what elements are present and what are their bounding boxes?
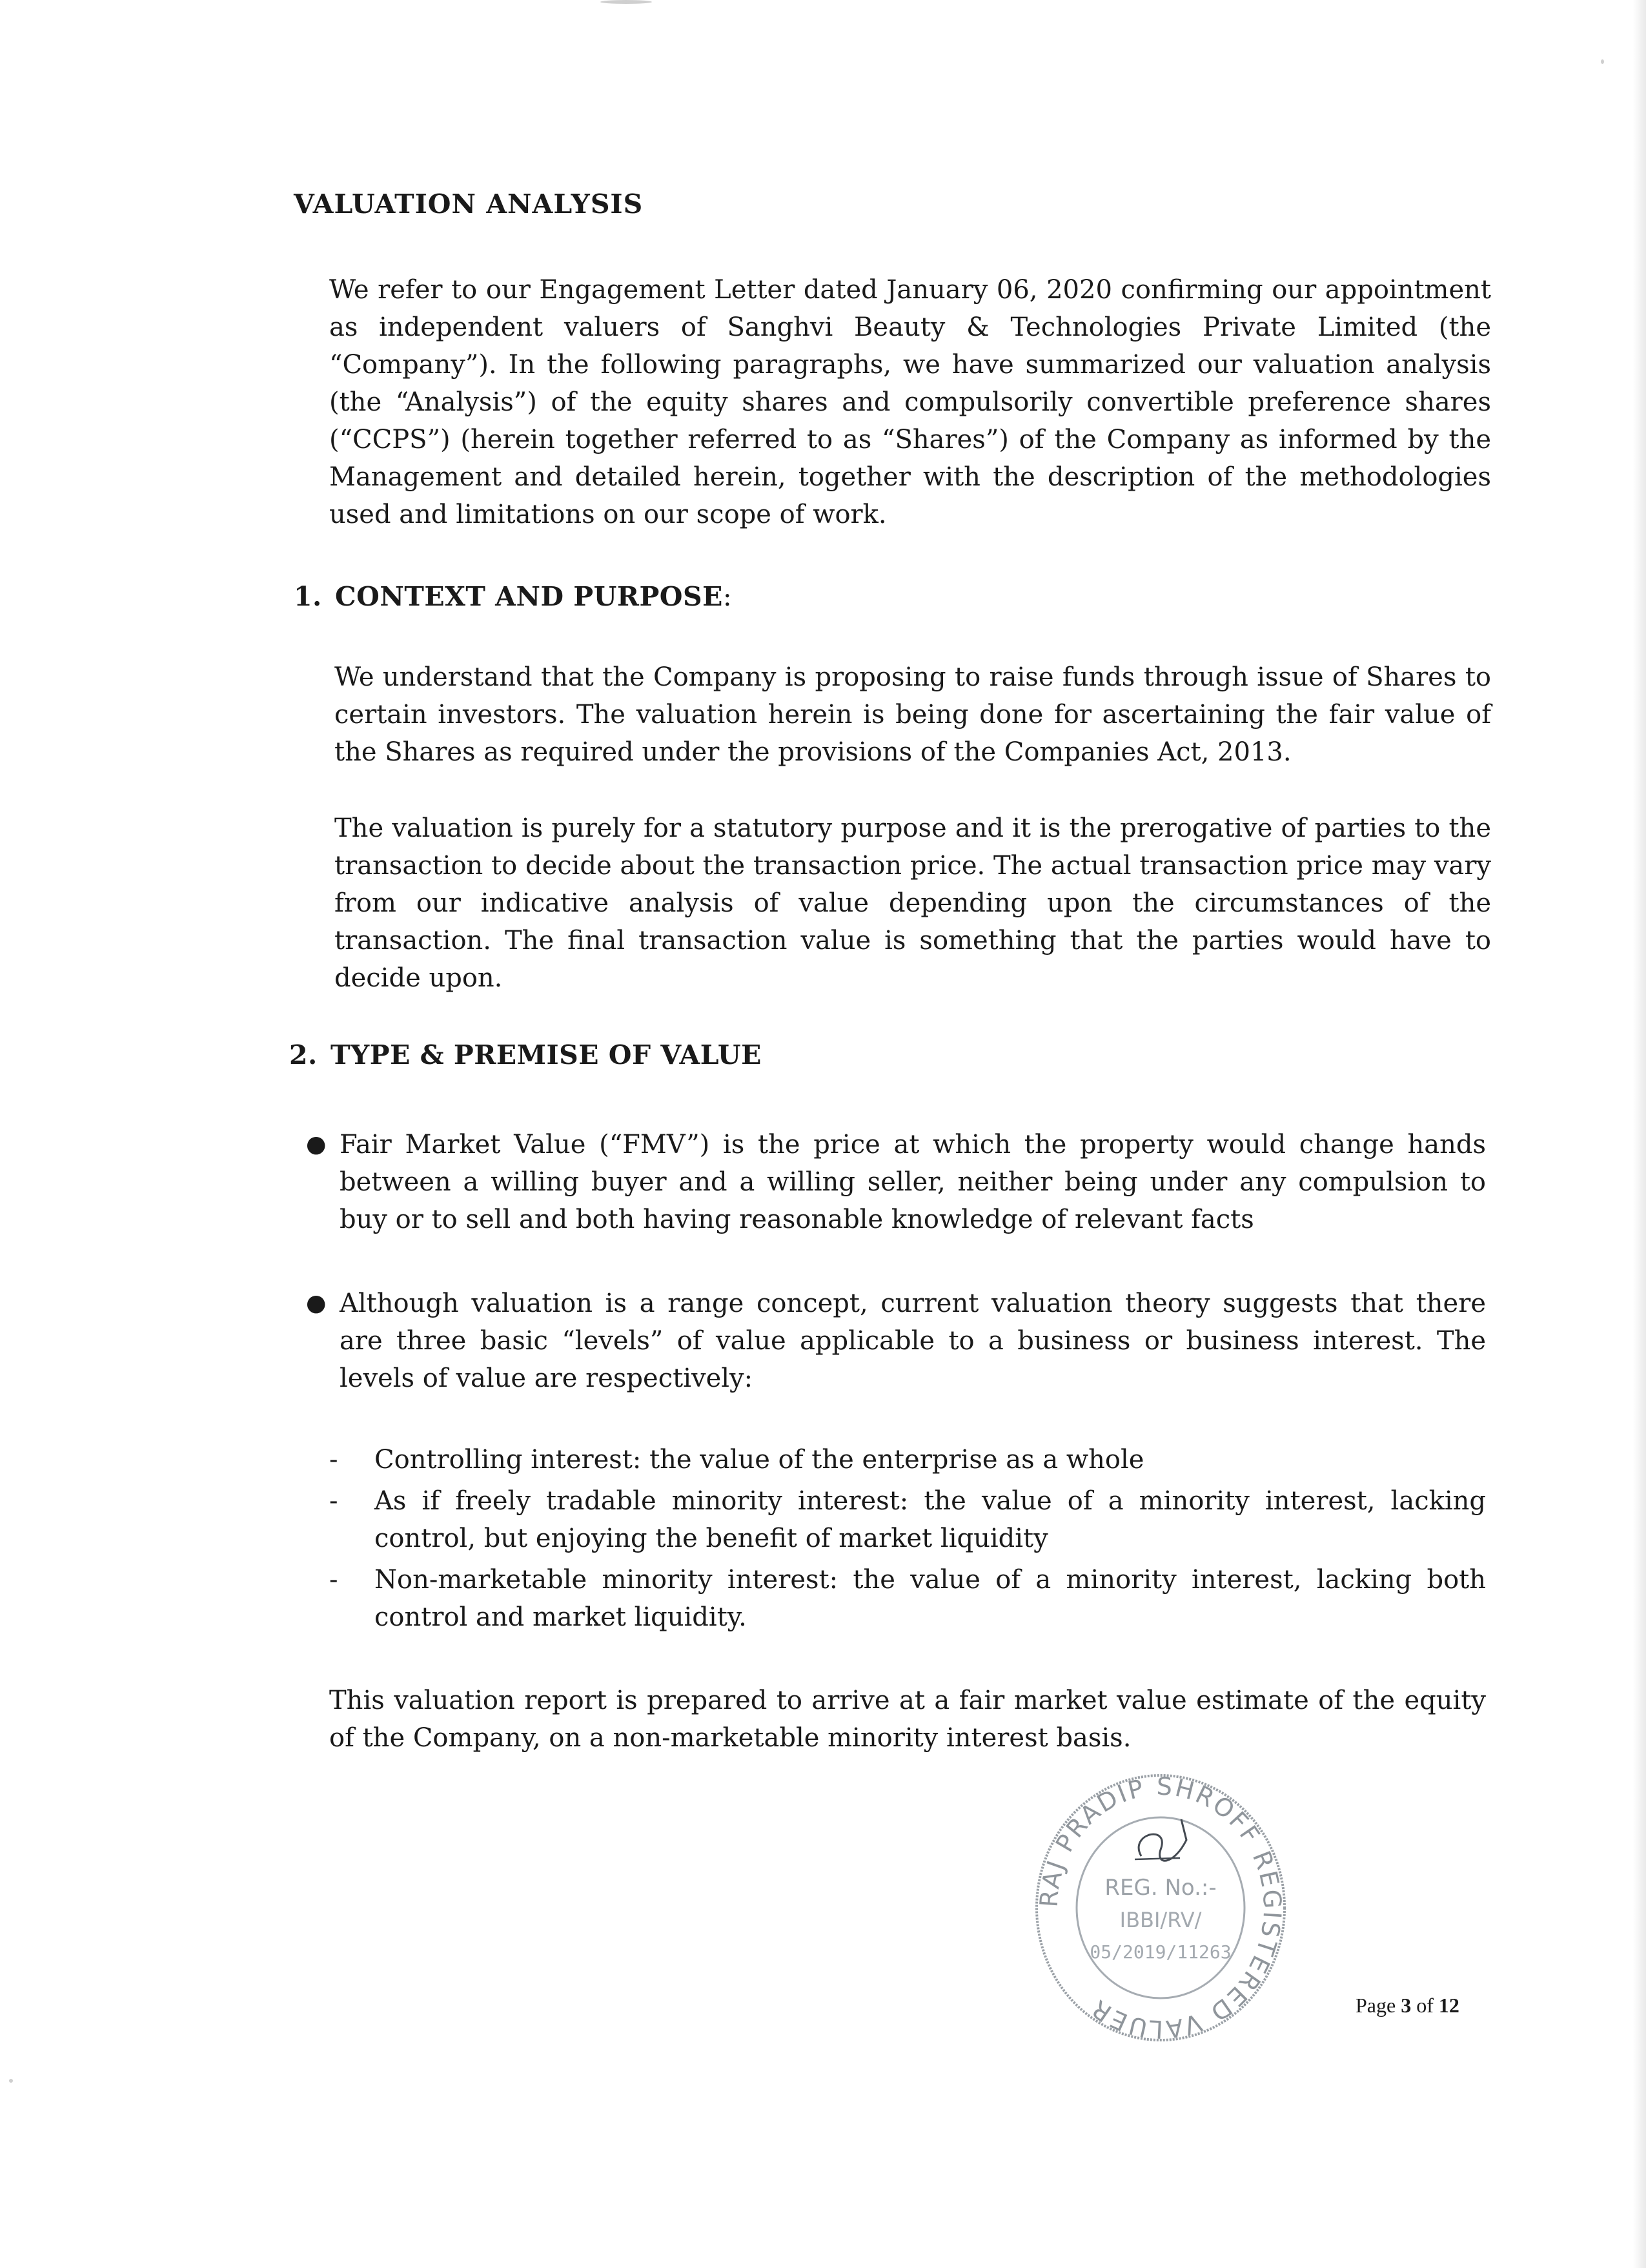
bullet-marker: ●: [306, 1131, 327, 1158]
bullet-item: ● Although valuation is a range concept, current valuation theory suggests that there are three basic “levels” of value applicable to a business or business interest. The levels of value are respectively:: [340, 1285, 1486, 1397]
bullet-marker: ●: [306, 1290, 327, 1316]
scan-speck: [1601, 59, 1604, 64]
svg-text:RAJ PRADIP SHROFF REGISTERED V: RAJ PRADIP SHROFF REGISTERED VALUER: [1034, 1772, 1287, 2044]
level-item: - Non-marketable minority interest: the value of a minority interest, lacking both control and market liquidity.: [374, 1561, 1486, 1636]
premise-bullet-list: [306, 1285, 1486, 1397]
level-item: - As if freely tradable minority interest: the value of a minority interest, lacking control, but enjoying the benefit of market liquidity: [374, 1482, 1486, 1557]
registered-valuer-seal-icon: [1031, 1769, 1290, 2047]
stamp-reg-label: REG. No.:-: [1104, 1875, 1217, 1901]
premise-bullet-list: [306, 1126, 1486, 1238]
intro-paragraph: We refer to our Engagement Letter dated January 06, 2020 confirming our appointment as independent valuers of Sanghvi Beauty & Technologies Private Limited (the “Company”). In the following paragraphs, we have summarized our valuation analysis (the “Analysis”) of the equity shares and compulsorily convertible preference shares (“CCPS”) (herein together referred to as “Shares”) of the Company as informed by the Management and detailed herein, together with the description of the methodologies used and limitations on our scope of work.: [329, 275, 1491, 529]
heading-suffix: :: [722, 581, 733, 612]
page-number: Page 3 of 12: [1356, 1994, 1459, 2017]
conclusion-paragraph: This valuation report is prepared to arrive at a fair market value estimate of the equity of the Company, on a non-marketable minority interest basis.: [329, 1686, 1486, 1753]
section-number: 2.: [289, 1039, 318, 1070]
scan-speck: [9, 2079, 13, 2083]
section-title: TYPE & PREMISE OF VALUE: [330, 1039, 762, 1070]
dash-marker: -: [329, 1565, 338, 1595]
levels-of-value-list: [329, 1441, 1486, 1636]
bullet-item: ● Fair Market Value (“FMV”) is the price at which the property would change hands between a willing buyer and a willing seller, neither being under any compulsion to buy or to sell and both having reasonable knowledge of relevant facts: [340, 1126, 1486, 1238]
dash-marker: -: [329, 1486, 338, 1516]
signature-mark: [1139, 1819, 1186, 1861]
section-number: 1.: [294, 581, 322, 612]
section-2-heading: [289, 1039, 762, 1070]
section-1-heading: [294, 581, 732, 612]
signature-underline: [1135, 1858, 1180, 1859]
stamp-reg-number: 05/2019/11263: [1090, 1941, 1232, 1963]
stamp-reg-prefix: IBBI/RV/: [1119, 1908, 1202, 1932]
document-title: VALUATION ANALYSIS: [294, 189, 644, 220]
level-item: - Controlling interest: the value of the enterprise as a whole: [374, 1441, 1486, 1478]
section-1-paragraph-2: The valuation is purely for a statutory purpose and it is the prerogative of parties to the transaction to decide about the transaction price. The actual transaction price may vary from our indicative analysis of value depending upon the circumstances of the transaction. The final transaction value is something that the parties would have to decide upon.: [334, 813, 1491, 993]
scan-edge-shadow: [1633, 0, 1646, 2268]
dash-marker: -: [329, 1445, 338, 1475]
section-1-paragraph-1: We understand that the Company is proposing to raise funds through issue of Shares to certain investors. The valuation herein is being done for ascertaining the fair value of the Shares as required under the provisions of the Companies Act, 2013.: [334, 662, 1491, 767]
scan-speck: [600, 0, 652, 4]
section-title: CONTEXT AND PURPOSE: [335, 581, 723, 612]
